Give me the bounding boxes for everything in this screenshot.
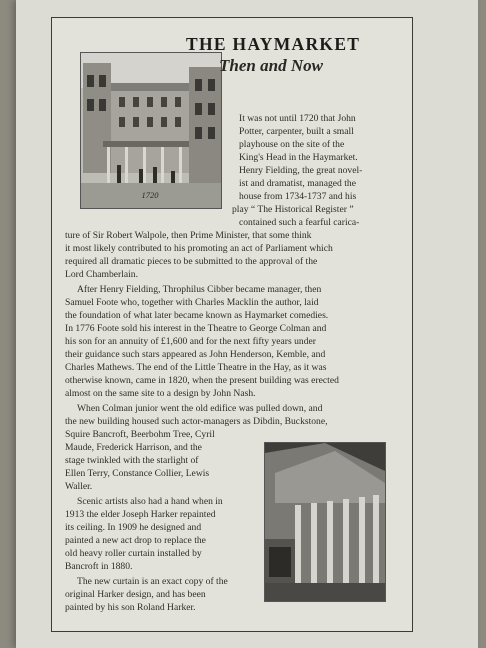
illustration-caption: 1720 bbox=[141, 190, 159, 200]
text-line: Maude, Frederick Harrison, and the bbox=[65, 442, 202, 453]
text-line: When Colman junior went the old edifice was pulled down, and bbox=[77, 403, 323, 414]
text-line: In 1776 Foote sold his interest in the Theatre to George Colman and bbox=[65, 323, 327, 334]
text-line: After Henry Fielding, Throphilus Cibber became manager, then bbox=[77, 284, 322, 295]
text-line: the foundation of what later became known as Haymarket comedies. bbox=[65, 310, 329, 321]
text-line: painted by his son Roland Harker. bbox=[65, 602, 196, 613]
text-line: required all dramatic pieces to be submitted to the approval of the bbox=[65, 256, 318, 267]
text-line: it most likely contributed to his promoting an act of Parliament which bbox=[65, 243, 333, 254]
text-line: ist and dramatist, managed the bbox=[239, 178, 356, 189]
text-line: 1913 the elder Joseph Harker repainted bbox=[65, 509, 216, 520]
text-line: ture of Sir Robert Walpole, then Prime Minister, that some think bbox=[65, 230, 312, 241]
text-line: play “ The Historical Register ” bbox=[232, 204, 354, 215]
text-line: contained such a fearful carica- bbox=[239, 217, 360, 228]
text-line: Bancroft in 1880. bbox=[65, 561, 133, 572]
present-theatre-photo bbox=[264, 442, 386, 602]
text-line: painted a new act drop to replace the bbox=[65, 535, 206, 546]
text-line: Ellen Terry, Constance Collier, Lewis bbox=[65, 468, 210, 479]
text-line: Henry Fielding, the great novel- bbox=[239, 165, 363, 176]
text-line: its ceiling. In 1909 he designed and bbox=[65, 522, 202, 533]
text-line: Lord Chamberlain. bbox=[65, 269, 138, 280]
text-line: almost on the same site to a design by John Nash. bbox=[65, 388, 256, 399]
text-line: stage twinkled with the starlight of bbox=[65, 455, 199, 466]
text-line: Potter, carpenter, built a small bbox=[239, 126, 354, 137]
text-line: The new curtain is an exact copy of the bbox=[77, 576, 228, 587]
text-line: otherwise known, came in 1820, when the present building was erected bbox=[65, 375, 339, 386]
text-line: Waller. bbox=[65, 481, 93, 492]
text-line: their guidance such stars appeared as John Henderson, Kemble, and bbox=[65, 349, 326, 360]
text-line: Samuel Foote who, together with Charles Macklin the author, laid bbox=[65, 297, 319, 308]
text-line: house from 1734-1737 and his bbox=[239, 191, 357, 202]
page-subtitle: Then and Now bbox=[219, 56, 323, 75]
text-line: It was not until 1720 that John bbox=[239, 113, 356, 124]
text-line: playhouse on the site of the bbox=[239, 139, 345, 150]
text-line: Charles Mathews. The end of the Little Theatre in the Hay, as it was bbox=[65, 362, 327, 373]
text-line: old heavy roller curtain installed by bbox=[65, 548, 202, 559]
text-line: King's Head in the Haymarket. bbox=[239, 152, 358, 163]
page-title: THE HAYMARKET bbox=[186, 34, 361, 54]
text-line: Squire Bancroft, Beerbohm Tree, Cyril bbox=[65, 429, 215, 440]
text-line: his son for an annuity of £1,600 and for the next fifty years under bbox=[65, 336, 316, 347]
text-line: original Harker design, and has been bbox=[65, 589, 206, 600]
text-line: the new building housed such actor-managers as Dibdin, Buckstone, bbox=[65, 416, 328, 427]
text-line: Scenic artists also had a hand when in bbox=[77, 496, 223, 507]
